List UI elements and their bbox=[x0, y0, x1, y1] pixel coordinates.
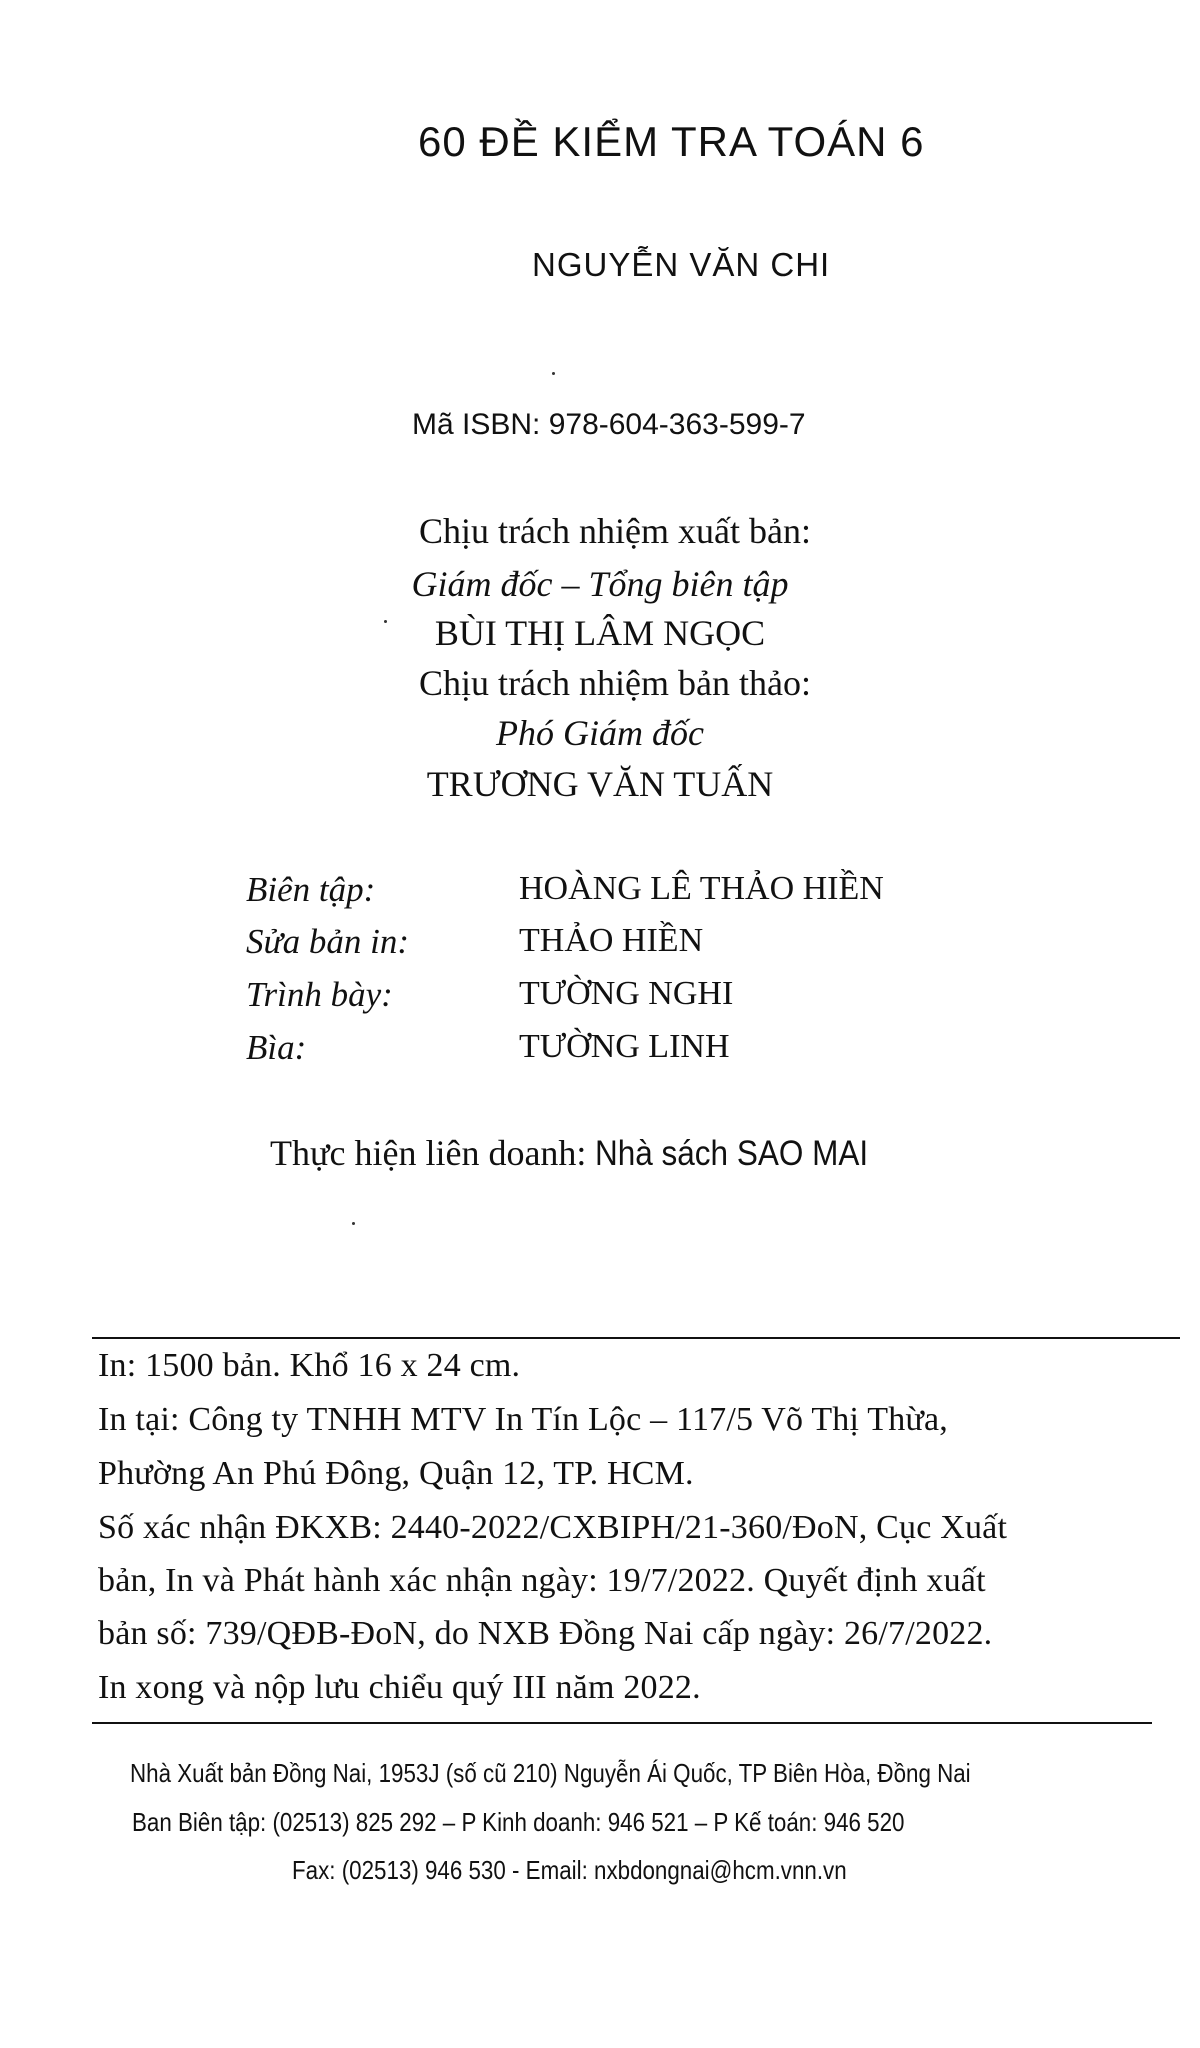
joint-venture-label: Thực hiện liên doanh: bbox=[270, 1133, 587, 1173]
imprint-line: Số xác nhận ĐKXB: 2440-2022/CXBIPH/21-360/ĐoN, Cục Xuất bbox=[98, 1509, 1008, 1546]
author-name: NGUYỄN VĂN CHI bbox=[532, 246, 831, 283]
imprint-line: Phường An Phú Đông, Quận 12, TP. HCM. bbox=[98, 1455, 694, 1492]
speck-mark bbox=[384, 620, 387, 623]
isbn: Mã ISBN: 978-604-363-599-7 bbox=[412, 408, 806, 441]
imprint-line: bản số: 739/QĐB-ĐoN, do NXB Đồng Nai cấp ngày: 26/7/2022. bbox=[98, 1615, 993, 1652]
speck-mark bbox=[352, 1222, 355, 1225]
publishing-responsibility-name: BÙI THỊ LÂM NGỌC bbox=[434, 613, 766, 653]
imprint-line: In xong và nộp lưu chiểu quý III năm 2022. bbox=[98, 1669, 701, 1706]
credit-name: TƯỜNG NGHI bbox=[519, 975, 734, 1012]
publishing-responsibility-role: Giám đốc – Tổng biên tập bbox=[411, 564, 789, 604]
publisher-address: Nhà Xuất bản Đồng Nai, 1953J (số cũ 210) Nguyễn Ái Quốc, TP Biên Hòa, Đồng Nai bbox=[130, 1758, 971, 1788]
divider-top bbox=[92, 1337, 1180, 1339]
publisher-phones: Ban Biên tập: (02513) 825 292 – P Kinh doanh: 946 521 – P Kế toán: 946 520 bbox=[132, 1807, 905, 1837]
manuscript-responsibility-label: Chịu trách nhiệm bản thảo: bbox=[419, 663, 811, 703]
credit-name: TƯỜNG LINH bbox=[519, 1028, 730, 1065]
joint-venture bbox=[270, 1132, 899, 1174]
credit-name: THẢO HIỀN bbox=[519, 922, 704, 959]
credit-role: Trình bày: bbox=[246, 975, 393, 1014]
book-title: 60 ĐỀ KIỂM TRA TOÁN 6 bbox=[418, 118, 925, 165]
credit-role: Sửa bản in: bbox=[246, 922, 409, 961]
credit-name: HOÀNG LÊ THẢO HIỀN bbox=[519, 870, 884, 907]
publisher-contact: Fax: (02513) 946 530 - Email: nxbdongnai@hcm.vnn.vn bbox=[292, 1855, 847, 1885]
manuscript-responsibility-name: TRƯƠNG VĂN TUẤN bbox=[426, 764, 774, 804]
divider-bottom bbox=[92, 1722, 1152, 1724]
credit-role: Bìa: bbox=[246, 1028, 307, 1067]
joint-venture-partner: Nhà sách SAO MAI bbox=[595, 1134, 869, 1173]
publishing-responsibility-label: Chịu trách nhiệm xuất bản: bbox=[419, 511, 811, 551]
imprint-line: In tại: Công ty TNHH MTV In Tín Lộc – 117/5 Võ Thị Thừa, bbox=[98, 1401, 949, 1438]
manuscript-responsibility-role: Phó Giám đốc bbox=[496, 713, 704, 753]
imprint-line: bản, In và Phát hành xác nhận ngày: 19/7/2022. Quyết định xuất bbox=[98, 1562, 986, 1599]
imprint-line: In: 1500 bản. Khổ 16 x 24 cm. bbox=[98, 1347, 521, 1384]
speck-mark bbox=[552, 372, 555, 375]
credit-role: Biên tập: bbox=[246, 870, 376, 909]
